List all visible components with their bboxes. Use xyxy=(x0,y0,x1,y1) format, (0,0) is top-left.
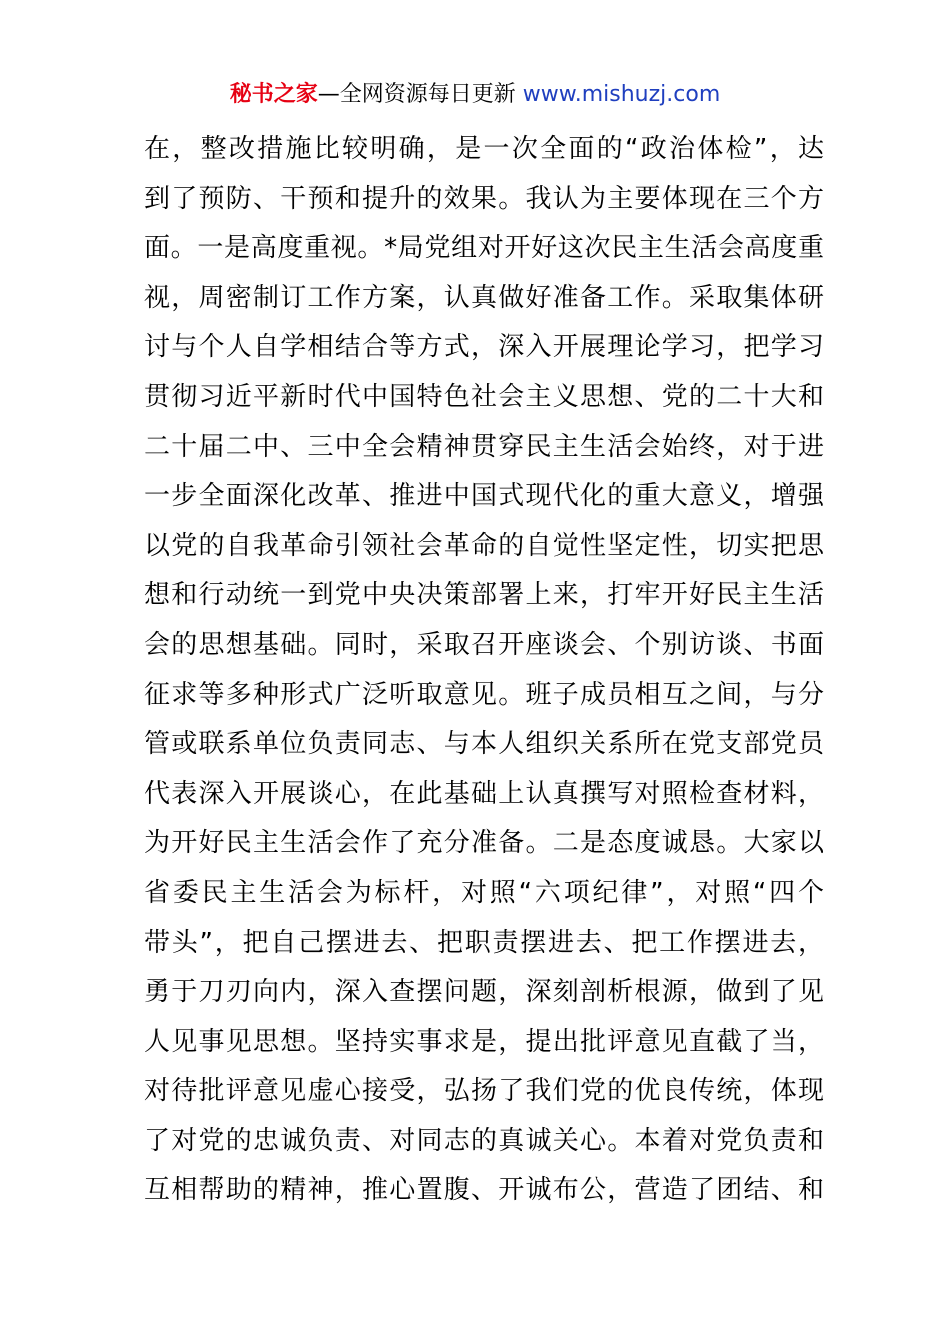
text-line: 想和行动统一到党中央决策部署上来，打牢开好民主生活 xyxy=(144,580,824,611)
text-line: 视，周密制订工作方案，认真做好准备工作。采取集体研 xyxy=(144,282,824,313)
text-line: 代表深入开展谈心，在此基础上认真撰写对照检查材料， xyxy=(144,778,824,809)
site-tagline: —全网资源每日更新 xyxy=(317,82,516,107)
text-line: 讨与个人自学相结合等方式，深入开展理论学习，把学习 xyxy=(144,332,824,363)
text-line: 带头”，把自己摆进去、把职责摆进去、把工作摆进去， xyxy=(144,927,824,958)
site-url[interactable]: www.mishuzj.com xyxy=(522,82,721,107)
site-brand: 秘书之家 xyxy=(229,82,318,107)
text-line: 互相帮助的精神，推心置腹、开诚布公，营造了团结、和 xyxy=(144,1175,824,1206)
text-line: 对待批评意见虚心接受，弘扬了我们党的优良传统，体现 xyxy=(144,1076,824,1107)
text-line: 以党的自我革命引领社会革命的自觉性坚定性，切实把思 xyxy=(144,530,824,561)
text-line: 管或联系单位负责同志、与本人组织关系所在党支部党员 xyxy=(144,729,824,760)
page-header xyxy=(0,80,950,110)
text-line: 为开好民主生活会作了充分准备。二是态度诚恳。大家以 xyxy=(144,828,824,859)
text-line: 会的思想基础。同时，采取召开座谈会、个别访谈、书面 xyxy=(144,629,824,660)
text-line: 一步全面深化改革、推进中国式现代化的重大意义，增强 xyxy=(144,481,824,512)
text-line: 面。一是高度重视。*局党组对开好这次民主生活会高度重 xyxy=(144,233,824,264)
text-line: 在，整改措施比较明确，是一次全面的“政治体检”，达 xyxy=(144,134,824,164)
text-line: 省委民主生活会为标杆，对照“六项纪律”，对照“四个 xyxy=(144,877,824,908)
text-line: 征求等多种形式广泛听取意见。班子成员相互之间，与分 xyxy=(144,679,824,710)
document-body xyxy=(144,125,824,1216)
text-line: 到了预防、干预和提升的效果。我认为主要体现在三个方 xyxy=(144,183,824,214)
text-line: 勇于刀刃向内，深入查摆问题，深刻剖析根源，做到了见 xyxy=(144,977,824,1008)
text-line: 人见事见思想。坚持实事求是，提出批评意见直截了当， xyxy=(144,1026,824,1057)
text-line: 了对党的忠诚负责、对同志的真诚关心。本着对党负责和 xyxy=(144,1125,824,1156)
text-line: 二十届二中、三中全会精神贯穿民主生活会始终，对于进 xyxy=(144,431,824,462)
text-line: 贯彻习近平新时代中国特色社会主义思想、党的二十大和 xyxy=(144,381,824,412)
